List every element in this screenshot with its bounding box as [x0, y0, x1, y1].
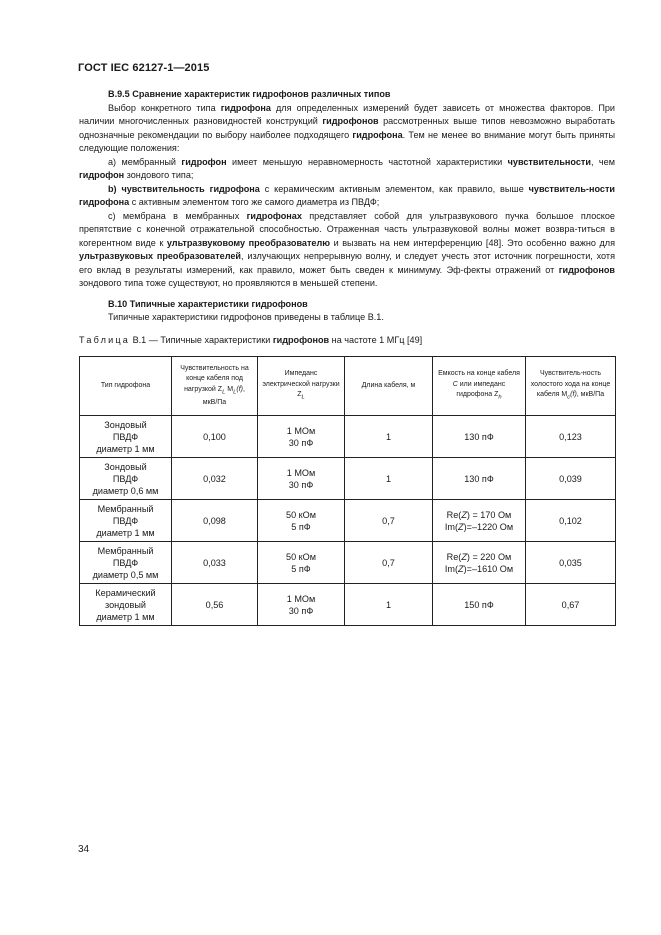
cell-cable-length: 1 [345, 458, 433, 500]
page-number: 34 [78, 844, 90, 855]
cell-loaded-sensitivity: 0,56 [172, 584, 258, 626]
cell-open-circuit-sensitivity: 0,035 [526, 542, 616, 584]
table-caption [79, 334, 615, 348]
cell-open-circuit-sensitivity: 0,039 [526, 458, 616, 500]
paragraph-b10: Типичные характеристики гидрофонов приведены в таблице В.1. [108, 312, 384, 322]
section-heading-b95: В.9.5 Сравнение характеристик гидрофонов различных типов [108, 89, 391, 99]
table-row [80, 416, 616, 458]
cell-load-impedance: 1 МОм 30 пФ [258, 458, 345, 500]
table-row [80, 500, 616, 542]
cell-loaded-sensitivity: 0,033 [172, 542, 258, 584]
cell-capacitance-impedance: Re(Z) = 170 Ом Im(Z)=–1220 Ом [433, 500, 526, 542]
list-item-a: а) мембранный гидрофон имеет меньшую неравномерность частотной характеристики чувствительности, чем гидрофон зондового типа; [79, 156, 615, 180]
cell-loaded-sensitivity: 0,100 [172, 416, 258, 458]
cell-cable-length: 1 [345, 416, 433, 458]
table-row [80, 584, 616, 626]
header-capacitance-impedance: Емкость на конце кабеля C или импеданс гидрофона $Z_h$ [433, 357, 526, 416]
cell-cable-length: 1 [345, 584, 433, 626]
table-caption-label: Таблица [79, 334, 131, 345]
cell-hydrophone-type: Мембранный ПВДФ диаметр 0,5 мм [80, 542, 172, 584]
cell-capacitance-impedance: 130 пФ [433, 416, 526, 458]
cell-hydrophone-type: Зондовый ПВДФ диаметр 0,6 мм [80, 458, 172, 500]
cell-cable-length: 0,7 [345, 542, 433, 584]
cell-hydrophone-type: Зондовый ПВДФ диаметр 1 мм [80, 416, 172, 458]
cell-loaded-sensitivity: 0,098 [172, 500, 258, 542]
list-item-b: b) чувствительность гидрофона с керамическим активным элементом, как правило, выше чувствитель-ности гидрофона с активным элементом того же самого диаметра из ПВДФ; [79, 183, 615, 207]
section-heading-b10: В.10 Типичные характеристики гидрофонов [108, 298, 308, 309]
cell-open-circuit-sensitivity: 0,102 [526, 500, 616, 542]
cell-hydrophone-type: Керамический зондовый диаметр 1 мм [80, 584, 172, 626]
cell-cable-length: 0,7 [345, 500, 433, 542]
cell-open-circuit-sensitivity: 0,67 [526, 584, 616, 626]
header-load-impedance: Импеданс электрической нагрузки $Z_L$ [258, 357, 345, 416]
page-content [79, 88, 615, 626]
table-header-row [80, 357, 616, 416]
cell-capacitance-impedance: Re(Z) = 220 Ом Im(Z)=–1610 Ом [433, 542, 526, 584]
table-row [80, 458, 616, 500]
cell-capacitance-impedance: 150 пФ [433, 584, 526, 626]
list-item-c: с) мембрана в мембранных гидрофонах представляет собой для ультразвукового пучка большое плоское препятствие с конечной отражательной способностью. Отраженная часть ультразвуковой волны может возвра-титься в когерентном виде к ультразвуковому преобразователю и вызвать на нем интерференцию [48]. Это особенно важно для ультразвуковых преобразователей, излучающих непрерывную волну, и следует учесть этот источник погрешности, хотя его вклад в результаты измерений, как правило, может быть сведен к минимуму. Эф-фекты отражений от гидрофонов зондового типа тоже существуют, но проявляются в меньшей степени. [79, 210, 616, 288]
cell-load-impedance: 50 кОм 5 пФ [258, 542, 345, 584]
table-row [80, 542, 616, 584]
cell-open-circuit-sensitivity: 0,123 [526, 416, 616, 458]
table-caption-text: В.1 — Типичные характеристики гидрофонов на частоте 1 МГц [49] [130, 334, 423, 345]
cell-load-impedance: 50 кОм 5 пФ [258, 500, 345, 542]
cell-capacitance-impedance: 130 пФ [433, 458, 526, 500]
cell-loaded-sensitivity: 0,032 [172, 458, 258, 500]
cell-load-impedance: 1 МОм 30 пФ [258, 584, 345, 626]
cell-load-impedance: 1 МОм 30 пФ [258, 416, 345, 458]
header-cable-length: Длина кабеля, м [345, 357, 433, 416]
header-open-circuit-sensitivity: Чувствитель-ность холостого хода на конце кабеля $M_c(f)$, мкВ/Па [526, 357, 616, 416]
hydrophone-characteristics-table [79, 356, 616, 626]
document-header: ГОСТ IEC 62127-1—2015 [78, 62, 210, 74]
cell-hydrophone-type: Мембранный ПВДФ диаметр 1 мм [80, 500, 172, 542]
header-loaded-sensitivity: Чувствительность на конце кабеля под нагрузкой $Z_L$ $M_L(f)$, мкВ/Па [172, 357, 258, 416]
paragraph-intro: Выбор конкретного типа гидрофона для определенных измерений будет зависеть от множества факторов. При наличии многочисленных разновидностей конструкций гидрофонов рассмотренных выше типов невозможно выработать однозначные рекомендации по выбору наиболее подходящего гидрофона. Тем не менее во внимание могут быть приняты следующие положения: [79, 102, 616, 153]
header-hydrophone-type: Тип гидрофона [80, 357, 172, 416]
